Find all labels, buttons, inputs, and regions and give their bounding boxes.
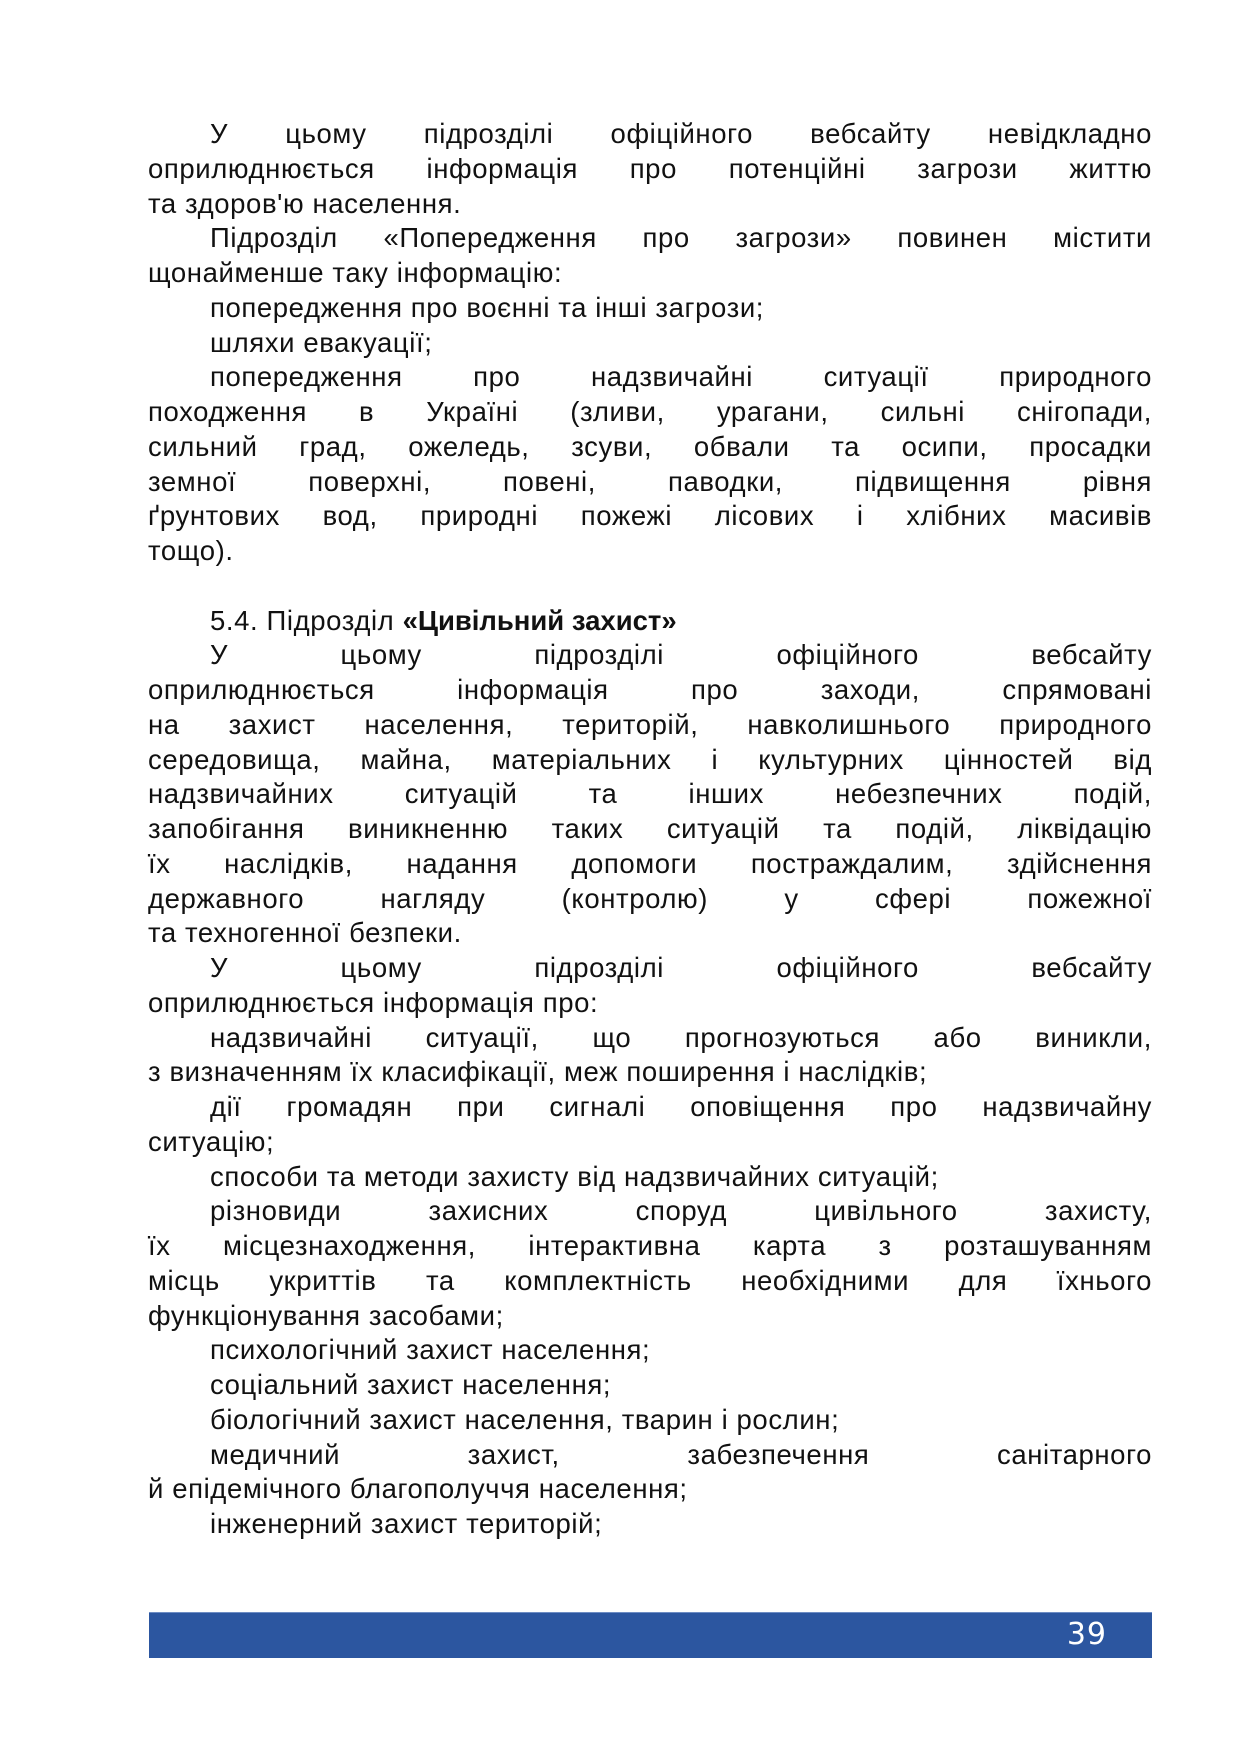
paragraph-line: оприлюднюється інформація про потенційні загрози життю <box>148 152 1152 184</box>
paragraph-line: Підрозділ «Попередження про загрози» повинен містити <box>210 222 1152 254</box>
list-item: з визначенням їх класифікації, меж поширення і наслідків; <box>148 1056 928 1088</box>
paragraph-line: оприлюднюється інформація про: <box>148 986 599 1018</box>
footer-bar <box>149 1612 1152 1658</box>
paragraph-line: та техногенної безпеки. <box>148 917 462 949</box>
list-item: попередження про воєнні та інші загрози; <box>210 291 765 323</box>
body-text <box>148 117 1152 1542</box>
list-item: біологічний захист населення, тварин і рослин; <box>210 1403 840 1435</box>
paragraph-line: середовища, майна, матеріальних і культурних цінностей від <box>148 743 1152 775</box>
page-number: 39 <box>1066 1617 1107 1652</box>
section-heading-title: «Цивільний захист» <box>402 604 677 636</box>
paragraph-line: У цьому підрозділі офіційного вебсайту <box>210 952 1152 983</box>
list-item: ситуацію; <box>148 1125 275 1157</box>
section-heading-prefix: 5.4. Підрозділ <box>210 604 403 636</box>
paragraph-line: ґрунтових вод, природні пожежі лісових і хлібних масивів <box>148 500 1152 532</box>
list-item: їх місцезнаходження, інтерактивна карта з розташуванням <box>148 1230 1152 1261</box>
list-item: місць укриттів та комплектність необхідними для їхнього <box>148 1264 1152 1296</box>
list-item: й епідемічного благополуччя населення; <box>148 1473 688 1505</box>
list-item: соціальний захист населення; <box>210 1369 612 1400</box>
list-item: надзвичайні ситуації, що прогнозуються або виникли, <box>210 1021 1152 1053</box>
paragraph-line: У цьому підрозділі офіційного вебсайту <box>210 639 1152 671</box>
paragraph-line: щонайменше таку інформацію: <box>148 257 563 288</box>
list-item: функціонування засобами; <box>148 1299 504 1331</box>
paragraph-line: сильний град, ожеледь, зсуви, обвали та осипи, просадки <box>148 430 1152 462</box>
paragraph-line: надзвичайних ситуацій та інших небезпечних подій, <box>148 778 1152 810</box>
paragraph-line: та здоров'ю населення. <box>148 187 462 219</box>
list-item: інженерний захист територій; <box>210 1508 603 1539</box>
list-item: дії громадян при сигналі оповіщення про надзвичайну <box>210 1091 1152 1122</box>
paragraph-line: державного нагляду (контролю) у сфері пожежної <box>148 882 1152 914</box>
list-item: медичний захист, забезпечення санітарного <box>210 1438 1152 1470</box>
list-item: попередження про надзвичайні ситуації природного <box>210 361 1152 393</box>
paragraph-line: на захист населення, територій, навколишнього природного <box>148 708 1152 740</box>
list-item: психологічний захист населення; <box>210 1334 651 1366</box>
paragraph-line: У цьому підрозділі офіційного вебсайту невідкладно <box>210 118 1152 149</box>
paragraph-line: земної поверхні, повені, паводки, підвищення рівня <box>148 465 1152 497</box>
list-item: способи та методи захисту від надзвичайних ситуацій; <box>210 1160 939 1192</box>
paragraph-line: тощо). <box>148 535 234 566</box>
paragraph-line: походження в Україні (зливи, урагани, сильні снігопади, <box>148 396 1152 427</box>
section-heading <box>148 604 1152 639</box>
paragraph-line: оприлюднюється інформація про заходи, спрямовані <box>148 674 1152 705</box>
paragraph-line: їх наслідків, надання допомоги постраждалим, здійснення <box>148 847 1152 879</box>
list-item: різновиди захисних споруд цивільного захисту, <box>210 1195 1152 1227</box>
list-item: шляхи евакуації; <box>210 326 433 358</box>
blank-line <box>148 569 1152 604</box>
paragraph-line: запобігання виникненню таких ситуацій та подій, ліквідацію <box>148 813 1152 844</box>
